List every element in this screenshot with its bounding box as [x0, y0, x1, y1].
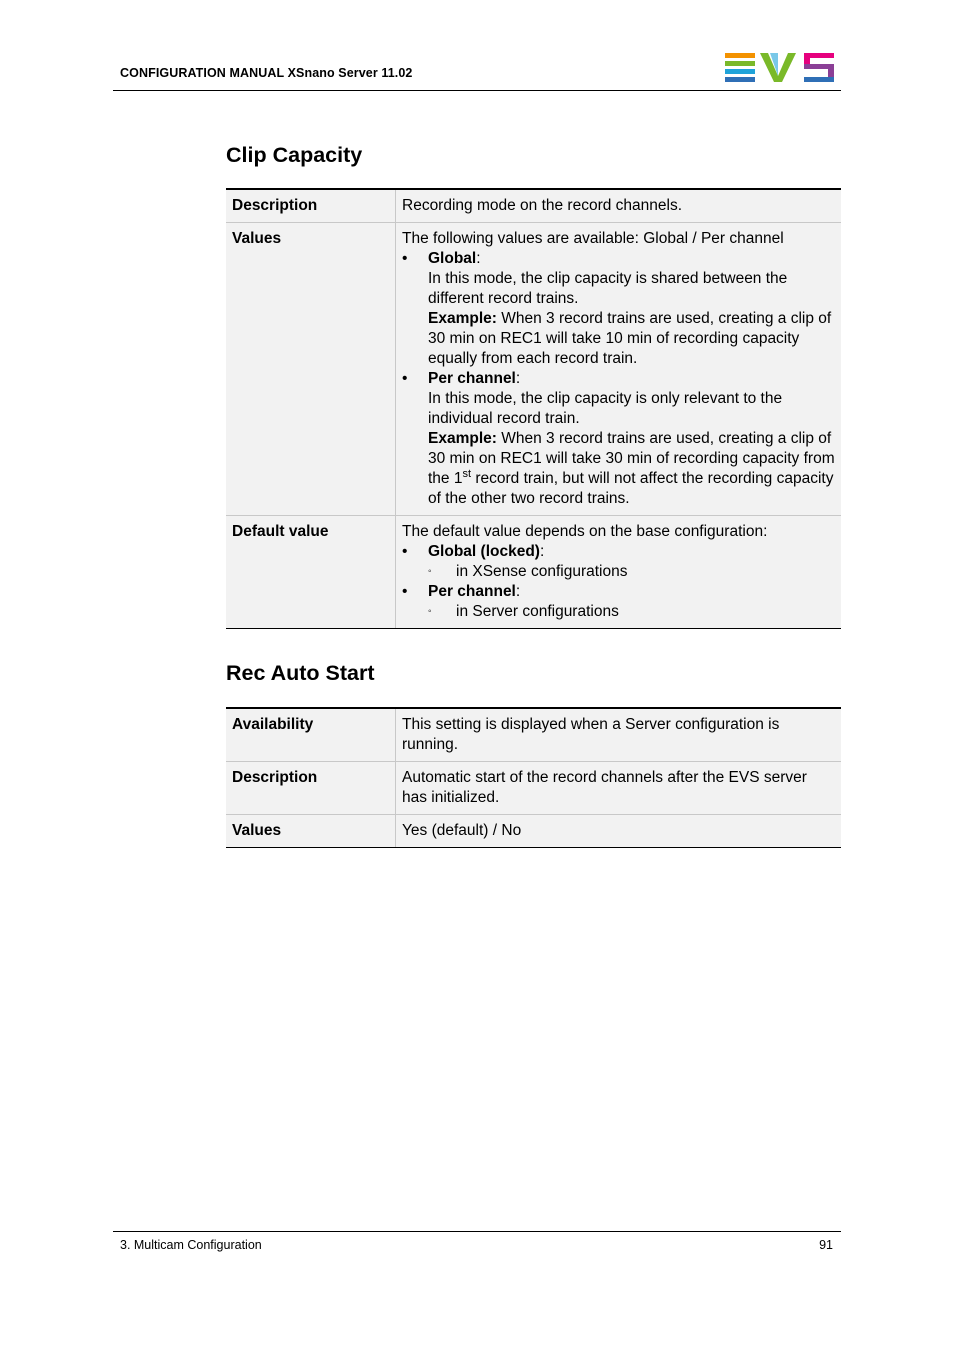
row-value — [396, 516, 841, 628]
row-label: Description — [226, 762, 396, 814]
sub-bullet: ◦ — [428, 566, 432, 577]
page-number: 91 — [819, 1238, 833, 1252]
value-text: of the other two record trains. — [428, 490, 630, 507]
row-value: Yes (default) / No — [402, 822, 522, 839]
table-row — [226, 190, 841, 223]
list-item: • Global: — [402, 250, 481, 267]
footer-rule — [113, 1231, 841, 1232]
value-text: different record trains. — [428, 290, 579, 307]
sub-list-item: ◦ in XSense configurations — [428, 563, 628, 580]
example-line: Example: When 3 record trains are used, creating a clip of — [428, 430, 832, 447]
table-row — [226, 762, 841, 815]
table-row — [226, 815, 841, 847]
row-label: Default value — [226, 516, 396, 628]
sub-bullet: ◦ — [428, 606, 432, 617]
list-item: • Per channel: — [402, 583, 521, 600]
value-name: Per channel — [428, 370, 516, 387]
evs-logo — [724, 52, 836, 82]
example-line: Example: When 3 record trains are used, creating a clip of — [428, 310, 832, 327]
row-label: Availability — [226, 709, 396, 761]
header-rule — [113, 90, 841, 91]
table-row — [226, 223, 841, 516]
bullet: • — [402, 370, 408, 387]
bullet: • — [402, 250, 408, 267]
default-intro: The default value depends on the base configuration: — [402, 523, 768, 540]
list-item: • Per channel: — [402, 370, 521, 387]
row-value: Automatic start of the record channels after the EVS server has initialized. — [402, 769, 807, 806]
value-text: the 1st record train, but will not affect the recording capacity — [428, 467, 834, 487]
sub-list-item: ◦ in Server configurations — [428, 603, 619, 620]
value-text: individual record train. — [428, 410, 580, 427]
rec-auto-start-table — [226, 707, 841, 848]
clip-capacity-table — [226, 188, 841, 629]
header-title: CONFIGURATION MANUAL XSnano Server 11.02 — [120, 66, 413, 80]
row-value: This setting is displayed when a Server configuration is running. — [402, 716, 780, 753]
value-text: equally from each record train. — [428, 350, 638, 367]
value-text: In this mode, the clip capacity is only relevant to the — [428, 390, 783, 407]
row-label: Values — [226, 815, 396, 847]
section-title-clip-capacity: Clip Capacity — [226, 143, 363, 167]
section-title-rec-auto-start: Rec Auto Start — [226, 661, 375, 685]
table-row — [226, 516, 841, 628]
value-text: In this mode, the clip capacity is shared between the — [428, 270, 788, 287]
list-item: • Global (locked): — [402, 543, 545, 560]
bullet: • — [402, 543, 408, 560]
row-value — [396, 223, 841, 515]
footer-chapter: 3. Multicam Configuration — [120, 1238, 262, 1252]
value-name: Global — [428, 250, 477, 267]
values-intro: The following values are available: Global / Per channel — [402, 230, 784, 247]
row-value: Recording mode on the record channels. — [402, 197, 683, 214]
bullet: • — [402, 583, 408, 600]
value-text: 30 min on REC1 will take 30 min of recording capacity from — [428, 450, 835, 467]
value-text: 30 min on REC1 will take 10 min of recording capacity — [428, 330, 800, 347]
row-label: Values — [226, 223, 396, 515]
row-label: Description — [226, 190, 396, 222]
table-row — [226, 709, 841, 762]
